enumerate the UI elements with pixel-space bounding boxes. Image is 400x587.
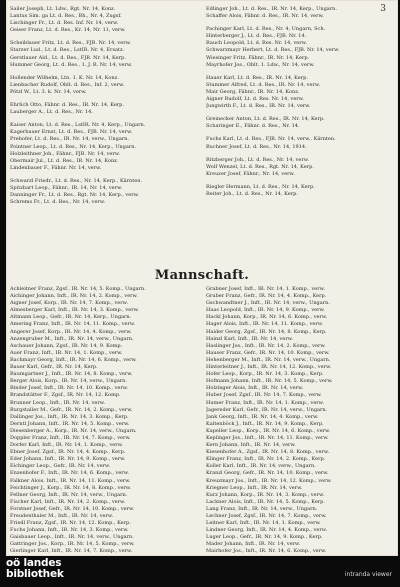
list-entry: Scharinger E., Fähnr. d. Res., Nr. 14. [206, 123, 300, 130]
list-entry: Altmann Leop., Gefr., IR. Nr. 14, Kerp., Ungarn. [10, 314, 132, 321]
list-entry: Achleitner Franz, Zgsf., IR. Nr. 14, 5. Komp., Ungarn. [10, 286, 146, 292]
list-entry: Lindenbauer F., Fähnr. Nr. 14, verw. [10, 164, 102, 171]
list-entry: Dallinger Jos., Inft., IR. Nr. 14, 3. Komp., Kerp. [10, 413, 129, 420]
list-entry: Kreuzmayr Jos., Inft., IR. Nr. 14, 12. Komp., verw. [206, 477, 332, 484]
list-entry: Freudenthaler M., Inft., IR. Nr. 14, verw. [10, 513, 114, 519]
list-entry: Baumgartner J., Inft., IR. Nr. 14, 8. Komp., verw. [10, 371, 133, 378]
list-entry: Jungwirth F., Lt. d. Res., IR. Nr. 14, verw. [206, 103, 311, 110]
list-entry: Hager Alois, Inft., IR. Nr. 14, 11. Komp., verw. [206, 321, 324, 328]
list-entry: Lantus Sim. ga Lt. d. Res., Bh., Nr. 4, Zugsf. [10, 13, 122, 20]
logo-line-2: bibliothek [6, 568, 64, 580]
list-entry: Mader Johann, Inft., IR. Nr. 14, verw. [206, 541, 301, 548]
list-entry: Lechner Josef, Zgsf., IR. Nr. 14, 7. Komp., verw. [206, 513, 327, 519]
list-entry: Aigner Rudolf, Lt. d. Res. Nr. 14, verw. [206, 96, 304, 103]
list-entry: Humer Franz, Inft., IR. Nr. 14, 1. Komp., verw. [206, 399, 324, 406]
list-entry: Burgstaller M., Gefr., IR. Nr. 14, 2. Komp., verw. [10, 406, 133, 413]
list-entry: Bauer Karl, Gefr., IR. Nr. 14, Kerp. [10, 364, 98, 371]
list-entry: Kriegner Leop., Inft., IR. Nr. 14, verw. [206, 484, 303, 491]
list-entry: Kranzl Georg, Gefr., IR. Nr. 14, 10. Komp., verw. [206, 470, 329, 477]
logo-line-1: oö landes [6, 557, 62, 569]
list-entry: Haider Georg, Zgsf., IR. Nr. 14, 8. Komp., Kerp. [206, 328, 327, 335]
list-entry: Hinterleitner J., Inft., IR. Nr. 14, 12. Komp., verw. [206, 364, 332, 371]
list-entry: Auer Franz, Inft., IR. Nr. 14, 1. Komp., verw. [10, 349, 123, 356]
list-entry: Gattringer Jos., Korp., IR. Nr. 14, 5. Komp., verw. [10, 541, 135, 548]
list-entry: Pointner Leop., Lt. d. Res., Nr. 14, Kerp., Ungarn. [10, 143, 137, 150]
list-entry: Holzinger Alois, Inft., IR. Nr. 14, verw. [206, 385, 304, 392]
list-entry: Wolf Wenzel, Lt. d. Res., Rgt. Nr. 14, Kerp. [206, 163, 314, 170]
list-entry: Derntl Johann, Inft., IR. Nr. 14, 5. Komp., verw. [10, 420, 130, 427]
list-entry: Hofmann Johann, Inft., IR. Nr. 14, 5. Komp., verw. [206, 378, 333, 385]
list-entry: Forstner Josef, Gefr., IR. Nr. 14, 10. Komp., verw. [10, 505, 135, 512]
list-entry: Mairhofer Jos., Inft., IR. Nr. 14, 6. Komp., verw. [206, 548, 327, 555]
list-entry: Hauer Karl, Lt. d. Res., IR. Nr. 14, Kerp. [206, 74, 308, 81]
list-entry: Schaffer Alois, Fähnr. d. Res., IR. Nr. 14, verw. [206, 13, 324, 20]
viewer-label: intranda viewer [344, 571, 392, 578]
list-entry: Ehrlich Otto, Fähnr. d. Res., IR. Nr. 14, Kerp. [10, 102, 124, 109]
list-entry: Sailer Joseph, Lt. Ldw., Rgt. Nr. 14, Konz. [10, 6, 116, 12]
list-entry: Gerstlauer Ald., Lt. d. Res., FJB. Nr. 14, Kerp. [10, 54, 126, 61]
list-entry: Klinger Franz, Inft., IR. Nr. 14, 2. Komp., Kerp. [206, 456, 326, 463]
list-entry: Aichinger Johann, Inft., IR. Nr. 14, 2. Komp., verw. [10, 293, 138, 300]
list-entry: Berger Alois, Korp., IR. Nr. 14, verw., Ungarn. [10, 378, 127, 385]
list-entry: Haas Leopold, Inft., IR. Nr. 14, 9. Komp., verw. [206, 307, 325, 314]
list-entry: Aigner Josef, Korp., IR. Nr. 14, 7. Komp., verw. [10, 300, 128, 307]
list-entry: Rauch Leopold, Lt. d. Res. Nr. 14, verw. [206, 40, 307, 47]
list-entry: Pötzl W., Lt. 3. k. Nr. 14, verw. [10, 88, 87, 95]
list-entry: Doppler Franz, Inft., IR. Nr. 14, 7. Komp., verw. [10, 434, 131, 441]
list-entry: Lang Franz, Inft., IR. Nr. 14, verw., Ungarn. [206, 505, 318, 512]
lower-right-column [206, 286, 390, 556]
list-entry: Starzer Lud., Lt. d. Res., LstIR. Nr. 4, Ersatz. [10, 47, 125, 54]
list-entry: Kurz Johann, Korp., IR. Nr. 14, 3. Komp., verw. [206, 491, 325, 498]
list-entry: Brunner Leop., Inft., IR. Nr. 14, verw. [10, 399, 106, 406]
list-entry: Binder Josef, Inft., IR. Nr. 14, 10. Komp., verw. [10, 385, 129, 392]
list-entry: Scheiblauer Fritz, Lt. d. Res., FJB. Nr. 14, verw. [10, 40, 131, 47]
scanned-page [6, 0, 398, 556]
list-entry: Luger Leop., Gefr., IR. Nr. 14, 9. Komp., Kerp. [206, 534, 323, 541]
viewer-footer [0, 556, 400, 587]
list-entry: Schwarzl Friedr., Lt. d. Res., Nr. 14, Kerp., Kärnten. [10, 177, 143, 184]
list-entry: Fuchs Johann, Inft., IR. Nr. 14, 3. Komp., verw. [10, 527, 129, 534]
list-entry: Pachinger Karl, Lt. d. Res., Nr. 4, Ungarn, Sch. [206, 26, 326, 33]
list-entry: Mair Georg, Fähnr., IR. Nr. 14, Konz. [206, 88, 300, 95]
list-entry: Stummer Alfred, Lt. d. Res., IR. Nr. 14, verw. [206, 81, 321, 88]
list-entry: Mayrhofer Jos., Oblt. 1. Ldw., Nr. 14, verw. [206, 61, 315, 68]
list-entry: Fellner Georg, Inft., IR. Nr. 14, verw., Ungarn. [10, 491, 128, 498]
list-entry: Diesenberger A., Korp., IR. Nr. 14, verw., Ungarn. [10, 427, 137, 434]
list-entry: Hollender Wilhelm, Ltn. 1. K. Nr. 14, Konz. [10, 74, 119, 81]
list-entry: Jank Georg, Inft., IR. Nr. 14, 4. Komp., verw. [206, 413, 319, 420]
list-entry: Falkner Alois, Inft., IR. Nr. 14, 11. Komp., verw. [10, 477, 131, 484]
list-entry: Anzengruber M., Inft., IR. Nr. 14, verw., Ungarn. [10, 335, 134, 342]
list-entry: Gruber Franz, Gefr., IR. Nr. 14, 4. Komp., Kerp. [206, 293, 327, 300]
list-entry: Riegler Hermann, Lt. d. Res., Nr. 14, Kerp. [206, 183, 315, 190]
list-entry: Dorfer Karl, Inft., IR. Nr. 14, 1. Komp., verw. [10, 442, 123, 449]
list-entry: Hehenberger M., Inft., IR. Nr. 14, verw., Ungarn. [206, 356, 331, 363]
list-entry: Holzleithner Joh., Fähnr., FJB. Nr. 14, verw. [10, 150, 121, 157]
section-heading: Mannschaft. [154, 268, 250, 283]
list-entry: Kern Johann, Inft., IR. Nr. 14, verw. [206, 442, 296, 449]
list-entry: Schwarzmayr Herbert, Lt. d. Res., FJB. Nr. 14, verw. [206, 47, 340, 54]
list-entry: Keplinger Jos., Inft., IR. Nr. 14, 11. Komp., verw. [206, 434, 329, 441]
list-entry: Hauser Franz, Gefr., IR. Nr. 14, 10. Komp., verw. [206, 349, 330, 356]
list-entry: Lauberger A., Lt. d. Res., Nr. 14. [10, 109, 93, 116]
list-entry: Ebner Josef, Zgsf., IR. Nr. 14, 4. Komp., Kerp. [10, 449, 126, 456]
list-entry: Fuchs Karl, Lt. d. Res., FJB. Nr. 14, verw., Kärnten. [206, 136, 336, 143]
list-entry: Eichinger Leop., Gefr., IR. Nr. 14, verw. [10, 463, 111, 470]
list-entry: Fischer Karl, Inft., IR. Nr. 14, 2. Komp., verw. [10, 498, 126, 505]
list-entry: Kreuzer Josef, Fähnr., Nr. 14, verw. [206, 170, 295, 177]
list-entry: Enzenhofer F., Inft., IR. Nr. 14, 6. Komp., verw. [10, 470, 129, 477]
list-entry: Prehofer, Lt. d. Res., IR. Nr. 14, verw., Ungarn. [10, 136, 130, 143]
list-entry: Koller Karl, Inft., IR. Nr. 14, verw., Ungarn. [206, 463, 316, 470]
list-entry: Huber Josef, Zgsf., IR. Nr. 14, 7. Komp., verw. [206, 392, 322, 399]
lower-left-column [10, 286, 194, 556]
list-entry: Aschauer Johann, Zgsf., IR. Nr. 14, 9. Komp. [10, 342, 123, 349]
list-entry: Bachmayr Georg, Inft., IR. Nr. 14, 6. Komp., verw. [10, 356, 137, 363]
list-entry: Hainzl Karl, Inft., IR. Nr. 14, verw. [206, 335, 293, 342]
list-entry: Lischinger Fr., Lt. d. Res. Inf. Nr. 14, verw. [10, 20, 119, 27]
library-logo[interactable] [6, 558, 64, 580]
list-entry: Lienbacher Rudolf, Oblt. d. Res., Inf. 2, verw. [10, 81, 125, 88]
list-entry: Lackner Alois, Inft., IR. Nr. 14, 5. Komp., Kerp. [206, 498, 325, 505]
list-entry: Geiser Franz, Lt. d. Res., Kr. 14, Nr. 11, verw. [10, 27, 126, 34]
list-entry: Hummer Georg, Lt. d. Res., 1. J. R. Nr. 14, verw. [10, 61, 133, 68]
list-entry: Almesberger Karl, Inft., IR. Nr. 14, 3. Komp., verw. [10, 307, 139, 314]
list-entry: Eder Johann, Inft., IR. Nr. 14, 9. Komp., verw. [10, 456, 126, 463]
list-entry: Amering Franz, Inft., IR. Nr. 14, 11. Komp., verw. [10, 321, 136, 328]
list-entry: Friedl Franz, Zgsf., IR. Nr. 14, 12. Komp., Kerp. [10, 520, 131, 527]
list-entry: Edlinger Joh., Lt. d. Res., IR. Nr. 14, Kerp., Ungarn. [206, 6, 337, 12]
list-entry: Schrems Fr., Lt. d. Res., Nr. 14, verw. [10, 199, 106, 206]
list-entry: Hackl Johann, Korp., IR. Nr. 14, 6. Komp., verw. [206, 314, 328, 321]
list-entry: Buchner Josef, Lt. d. Res., Nr. 14, 1914. [206, 143, 307, 150]
list-entry: Kagerbauer Ernst, Lt. d. Res., FJB. Nr. 14, verw. [10, 129, 133, 136]
list-entry: Jagereder Karl, Gefr., IR. Nr. 14, verw., Ungarn. [206, 406, 328, 413]
page-number: 3 [380, 4, 386, 14]
list-entry: Kiesenhofer A., Zgsf., IR. Nr. 14, 8. Komp., verw. [206, 449, 330, 456]
list-entry: Feichtinger J., Korp., IR. Nr. 14, 8. Komp., verw. [10, 484, 132, 491]
list-entry: Gaisbauer Leop., Inft., IR. Nr. 14, verw., Ungarn. [10, 534, 134, 541]
list-entry: Hofer Leop., Korp., IR. Nr. 14, 3. Komp., Kerp. [206, 371, 324, 378]
upper-right-column [206, 6, 390, 198]
list-entry: Leitner Karl, Inft., IR. Nr. 14, 1. Komp., verw. [206, 520, 321, 527]
list-entry: Gschwandtner J., Inft., IR. Nr. 14, verw., Ungarn. [206, 300, 330, 307]
list-entry: Ritzberger Joh., Lt. d. Res., Nr. 14, verw. [206, 156, 310, 163]
list-entry: Greinecker Anton, Lt. d. Res., IR. Nr. 14, Kerp. [206, 116, 325, 123]
list-entry: Spitzbart Leop., Fähnr., IR. 14, Nr. 14, verw. [10, 184, 123, 191]
list-entry: Obermair Jul., Lt. d. Res., IR. Nr. 14, Konz. [10, 157, 119, 164]
list-entry: Danninger Fr., Lt. d. Res., Rgt. Nr. 14, Kerp., verw. [10, 192, 139, 199]
list-entry: Brandstätter F., Zgsf., IR. Nr. 14, 12. Komp. [10, 392, 121, 399]
list-entry: Kapeller Leop., Korp., IR. Nr. 14, 6. Komp., verw. [206, 427, 331, 434]
upper-left-column [10, 6, 194, 206]
list-entry: Angerer Josef, Korp., IR. Nr. 14, 4. Komp., verw. [10, 328, 132, 335]
list-entry: Wiesinger Fritz, Fähnr., IR. Nr. 14, Kerp. [206, 54, 310, 61]
list-entry: Kaltenböck J., Inft., IR. Nr. 14, 9. Komp., Kerp. [206, 420, 324, 427]
list-entry: Grabner Josef, Inft., IR. Nr. 14, 1. Komp., verw. [206, 286, 325, 292]
list-entry: Gierlinger Karl, Inft., IR. Nr. 14, 7. Komp., verw. [10, 548, 133, 555]
list-entry: Lindner Georg, Inft., IR. Nr. 14, 4. Komp., verw. [206, 527, 328, 534]
list-entry: Hinterberger J., Lt. d. Res., FJB. Nr. 14. [206, 33, 307, 40]
list-entry: Reiter Joh., Lt. d. Res., Nr. 14, Kerp. [206, 190, 298, 197]
list-entry: Kaiser Anton, Lt. d. Res., LstIR. Nr. 4, Kerp., Ungarn. [10, 122, 146, 129]
list-entry: Haslinger Jos., Inft., IR. Nr. 14, 2. Komp., verw. [206, 342, 326, 349]
